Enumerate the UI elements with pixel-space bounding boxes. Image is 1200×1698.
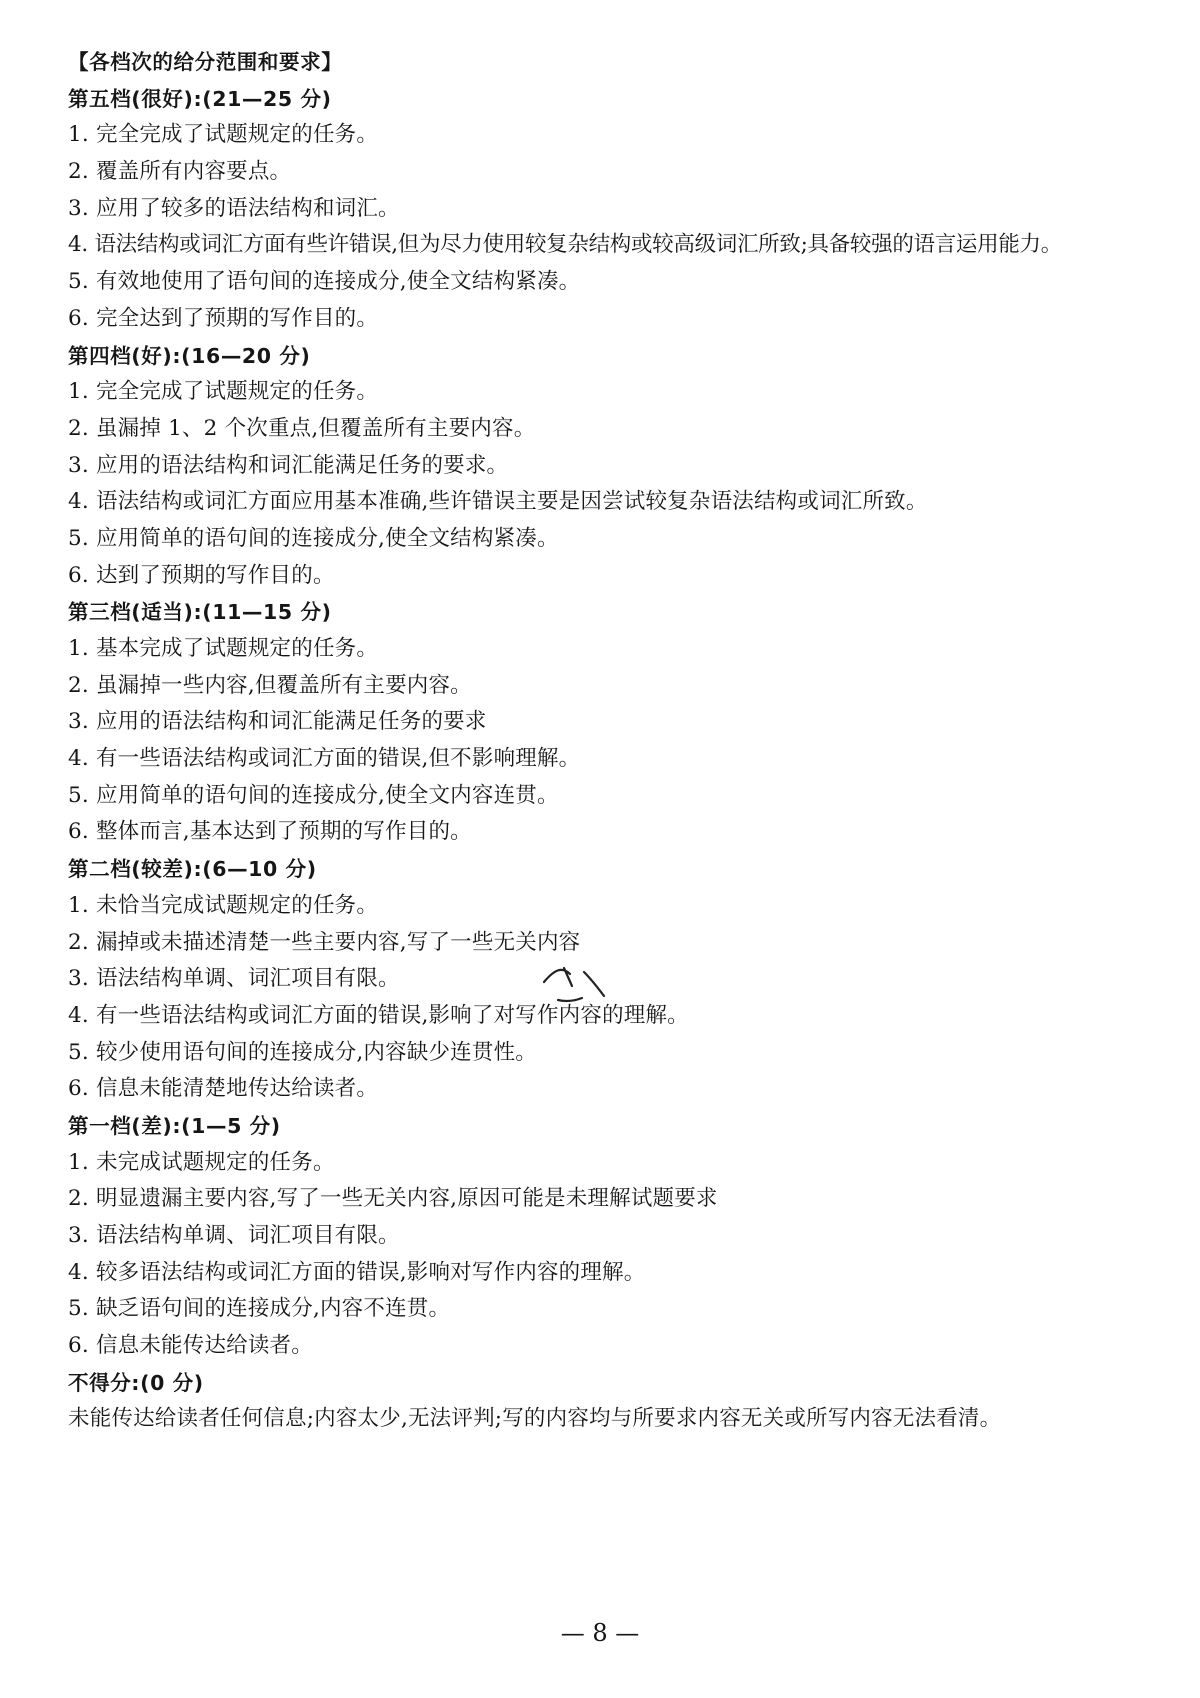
- band-item: 2. 漏掉或未描述清楚一些主要内容,写了一些无关内容: [68, 929, 581, 955]
- band-item: 1. 完全完成了试题规定的任务。: [68, 379, 379, 405]
- band-item: 3. 应用了较多的语法结构和词汇。: [68, 195, 400, 221]
- band-item: 6. 完全达到了预期的写作目的。: [68, 305, 379, 331]
- band-5: [68, 81, 1158, 338]
- band-item: 2. 虽漏掉 1、2 个次重点,但覆盖所有主要内容。: [68, 415, 536, 441]
- band-item: 2. 明显遗漏主要内容,写了一些无关内容,原因可能是未理解试题要求: [68, 1186, 718, 1212]
- band-item: 3. 语法结构单调、词汇项目有限。: [68, 1223, 400, 1248]
- band-item: 3. 语法结构单调、词汇项目有限。: [68, 966, 400, 992]
- band-item: 1. 未恰当完成试题规定的任务。: [68, 892, 379, 918]
- pen-mark: [540, 952, 610, 1012]
- band-item: 1. 基本完成了试题规定的任务。: [68, 636, 379, 661]
- band-item: 3. 应用的语法结构和词汇能满足任务的要求。: [68, 452, 509, 478]
- band-item: 2. 虽漏掉一些内容,但覆盖所有主要内容。: [68, 672, 472, 698]
- band-3: [68, 594, 1158, 851]
- band-heading: 第三档(适当):(11—15 分): [68, 600, 332, 625]
- band-item: 1. 未完成试题规定的任务。: [68, 1149, 335, 1175]
- band-item: 5. 应用简单的语句间的连接成分,使全文结构紧凑。: [68, 525, 559, 551]
- band-heading: 第四档(好):(16—20 分): [68, 343, 311, 368]
- band-item: 4. 有一些语法结构或词汇方面的错误,影响了对写作内容的理解。: [68, 1002, 689, 1028]
- band-item: 6. 信息未能清楚地传达给读者。: [68, 1076, 379, 1102]
- band-item: 1. 完全完成了试题规定的任务。: [68, 122, 379, 148]
- band-item: 4. 有一些语法结构或词汇方面的错误,但不影响理解。: [68, 746, 581, 772]
- band-item: 3. 应用的语法结构和词汇能满足任务的要求: [68, 709, 487, 735]
- band-text: 未能传达给读者任何信息;内容太少,无法评判;写的内容均与所要求内容无关或所写内容无法看清。: [68, 1406, 1002, 1432]
- band-item: 6. 整体而言,基本达到了预期的写作目的。: [68, 819, 472, 845]
- page-number: — 8 —: [560, 1619, 640, 1647]
- band-heading: 第五档(很好):(21—25 分): [68, 86, 332, 111]
- band-item: 6. 信息未能传达给读者。: [68, 1333, 313, 1359]
- band-2: [68, 851, 1158, 1108]
- band-item: 5. 有效地使用了语句间的连接成分,使全文结构紧凑。: [68, 269, 581, 295]
- section-title: 【各档次的给分范围和要求】: [68, 50, 343, 74]
- band-heading: 第二档(较差):(6—10 分): [68, 857, 317, 882]
- band-item: 5. 缺乏语句间的连接成分,内容不连贯。: [68, 1296, 451, 1322]
- band-0: [68, 1365, 1158, 1438]
- band-item: 5. 应用简单的语句间的连接成分,使全文内容连贯。: [68, 782, 559, 808]
- band-heading: 第一档(差):(1—5 分): [68, 1113, 281, 1138]
- band-item: 4. 语法结构或词汇方面应用基本准确,些许错误主要是因尝试较复杂语法结构或词汇所致。: [68, 489, 928, 515]
- band-item: 5. 较少使用语句间的连接成分,内容缺少连贯性。: [68, 1039, 537, 1065]
- band-4: [68, 338, 1158, 595]
- band-item: 4. 较多语法结构或词汇方面的错误,影响对写作内容的理解。: [68, 1259, 646, 1285]
- band-item: 4. 语法结构或词汇方面有些许错误,但为尽力使用较复杂结构或较高级词汇所致;具备较强的语言运用能力。: [68, 232, 1062, 258]
- band-item: 2. 覆盖所有内容要点。: [68, 159, 292, 185]
- band-heading: 不得分:(0 分): [68, 1370, 204, 1395]
- band-item: 6. 达到了预期的写作目的。: [68, 562, 335, 588]
- scoring-criteria: [68, 44, 1158, 1438]
- band-1: [68, 1108, 1158, 1365]
